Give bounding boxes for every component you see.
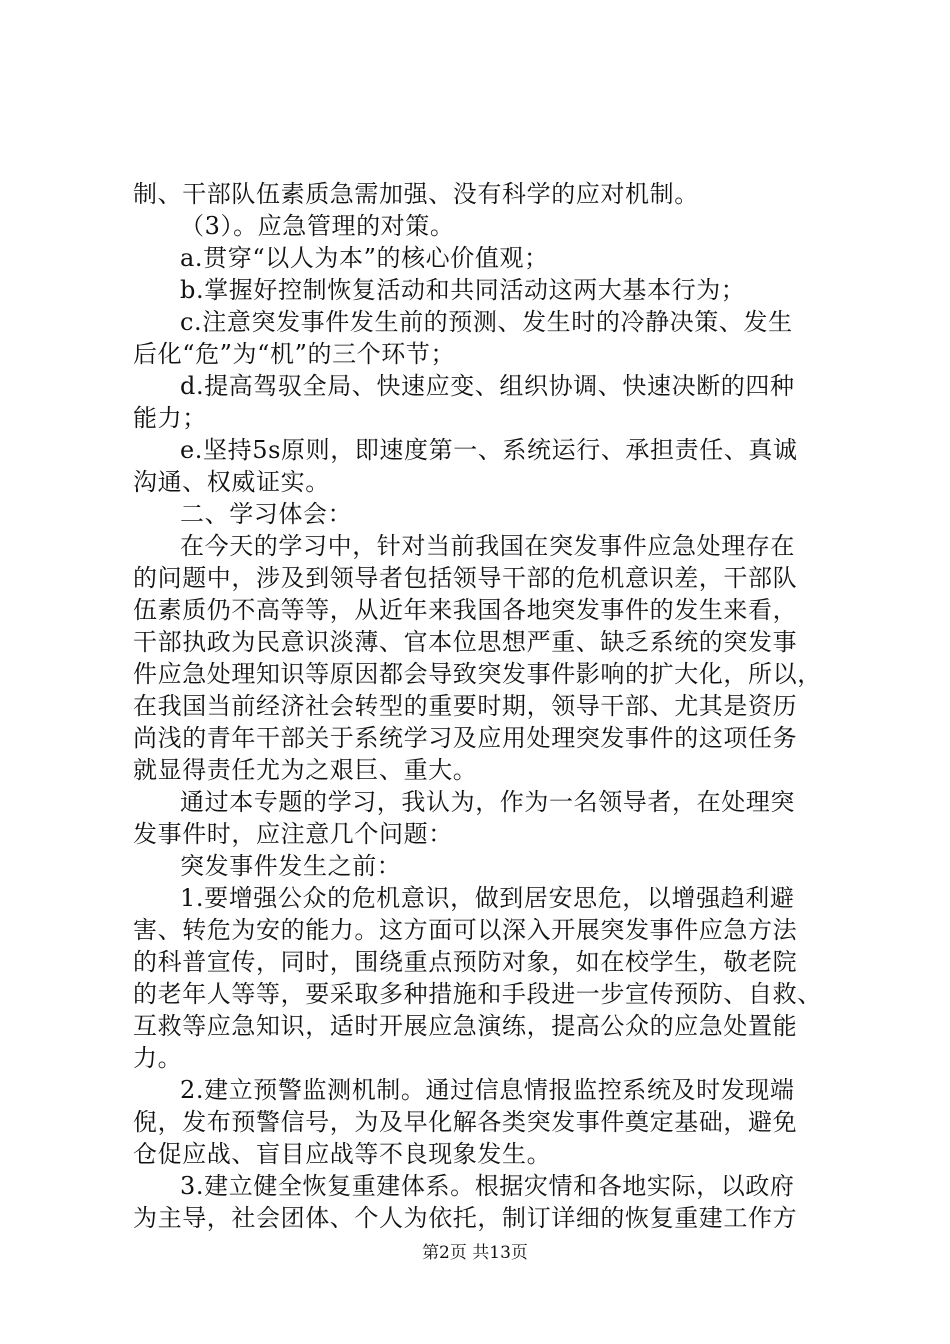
text-line: 力。	[133, 1044, 183, 1072]
text-line: 互救等应急知识，适时开展应急演练，提高公众的应急处置能	[133, 1012, 798, 1040]
text-line: 发事件时，应注意几个问题：	[133, 820, 453, 848]
text-line: 突发事件发生之前：	[180, 852, 402, 880]
text-line: 倪，发布预警信号，为及早化解各类突发事件奠定基础，避免	[133, 1108, 798, 1136]
text-line: a.贯穿“以人为本”的核心价值观；	[180, 244, 549, 272]
text-line: 伍素质仍不高等等，从近年来我国各地突发事件的发生来看，	[133, 596, 798, 624]
text-line: 能力；	[133, 404, 207, 432]
text-line: 的问题中，涉及到领导者包括领导干部的危机意识差，干部队	[133, 564, 798, 592]
text-line: b.掌握好控制恢复活动和共同活动这两大基本行为；	[180, 276, 746, 304]
text-line: 1.要增强公众的危机意识，做到居安思危，以增强趋利避	[180, 884, 795, 912]
text-line: 通过本专题的学习，我认为，作为一名领导者，在处理突	[180, 788, 795, 816]
text-line: 为主导，社会团体、个人为依托，制订详细的恢复重建工作方	[133, 1204, 798, 1232]
text-line: （3）。应急管理的对策。	[180, 212, 455, 240]
text-line: e.坚持5s原则，即速度第一、系统运行、承担责任、真诚	[180, 436, 798, 464]
text-line: c.注意突发事件发生前的预测、发生时的冷静决策、发生	[180, 308, 793, 336]
text-line: 后化“危”为“机”的三个环节；	[133, 340, 456, 368]
text-line: 的老年人等等，要采取多种措施和手段进一步宣传预防、自救、	[133, 980, 822, 1008]
text-line: d.提高驾驭全局、快速应变、组织协调、快速决断的四种	[180, 372, 795, 400]
text-line: 件应急处理知识等原因都会导致突发事件影响的扩大化，所以，	[133, 660, 822, 688]
text-line: 干部执政为民意识淡薄、官本位思想严重、缺乏系统的突发事	[133, 628, 798, 656]
text-line: 在今天的学习中，针对当前我国在突发事件应急处理存在	[180, 532, 795, 560]
section-heading: 二、学习体会：	[180, 500, 353, 528]
text-line: 尚浅的青年干部关于系统学习及应用处理突发事件的这项任务	[133, 724, 798, 752]
text-line: 3.建立健全恢复重建体系。根据灾情和各地实际，以政府	[180, 1172, 795, 1200]
text-line: 2.建立预警监测机制。通过信息情报监控系统及时发现端	[180, 1076, 795, 1104]
text-line: 害、转危为安的能力。这方面可以深入开展突发事件应急方法	[133, 916, 798, 944]
text-line: 的科普宣传，同时，围绕重点预防对象，如在校学生，敬老院	[133, 948, 798, 976]
text-line: 仓促应战、盲目应战等不良现象发生。	[133, 1140, 552, 1168]
text-line: 制、干部队伍素质急需加强、没有科学的应对机制。	[133, 180, 699, 208]
page-number-footer: 第2页 共13页	[422, 1243, 528, 1263]
text-line: 就显得责任尤为之艰巨、重大。	[133, 756, 478, 784]
text-line: 在我国当前经济社会转型的重要时期，领导干部、尤其是资历	[133, 692, 798, 720]
text-line: 沟通、权威证实。	[133, 468, 330, 496]
